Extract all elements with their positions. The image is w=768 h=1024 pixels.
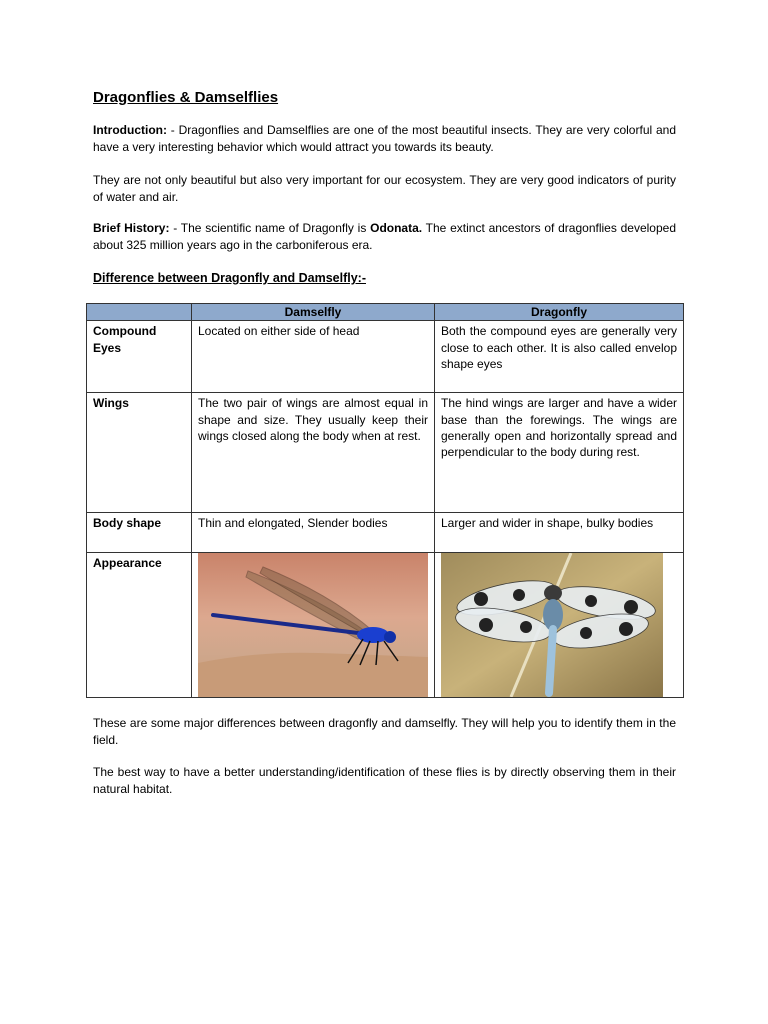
dragonfly-wings: The hind wings are larger and have a wider base than the forewings. The wings are generally open and horizontally spread and perpendicular to the body during rest. (435, 393, 684, 513)
intro-paragraph (93, 122, 676, 155)
history-text-2: The extinct ancestors of dragonflies developed about 325 million years ago in the carboniferous era. (93, 221, 676, 252)
header-empty (87, 304, 192, 321)
header-dragonfly: Dragonfly (435, 304, 684, 321)
row-label-eyes: Compound Eyes (87, 321, 192, 393)
history-bold: Odonata. (370, 221, 423, 235)
table-row (87, 513, 684, 553)
importance-paragraph: They are not only beautiful but also very important for our ecosystem. They are very good indicators of purity of water and air. (93, 173, 676, 204)
dragonfly-photo-cell (435, 553, 684, 698)
damselfly-eyes: Located on either side of head (192, 321, 435, 393)
document-title: Dragonflies & Damselflies (93, 89, 279, 106)
intro-text: - Dragonflies and Damselflies are one of the most beautiful insects. They are very colorful and have a very interesting behavior which would attract you towards its beauty. (93, 123, 676, 154)
damselfly-wings: The two pair of wings are almost equal in shape and size. They usually keep their wings closed along the body when at rest. (192, 393, 435, 513)
closing-paragraph-2: The best way to have a better understanding/identification of these flies is by directly observing them in their natural habitat. (93, 765, 676, 796)
row-label-appearance: Appearance (87, 553, 192, 698)
damselfly-photo (198, 553, 434, 697)
table-row (87, 321, 684, 393)
header-damselfly: Damselfly (192, 304, 435, 321)
difference-heading: Difference between Dragonfly and Damselfly:- (93, 271, 366, 285)
table-row (87, 393, 684, 513)
history-label: Brief History: (93, 221, 170, 235)
damselfly-body: Thin and elongated, Slender bodies (192, 513, 435, 553)
dragonfly-eyes: Both the compound eyes are generally very close to each other. It is also called envelop shape eyes (435, 321, 684, 393)
damselfly-photo-cell (192, 553, 435, 698)
history-paragraph (93, 220, 676, 253)
closing-paragraph-1: These are some major differences between dragonfly and damselfly. They will help you to identify them in the field. (93, 716, 676, 747)
row-label-body: Body shape (87, 513, 192, 553)
comparison-table (86, 303, 684, 698)
history-text-1: - The scientific name of Dragonfly is (169, 221, 371, 235)
row-label-wings: Wings (87, 393, 192, 513)
table-header-row (87, 304, 684, 321)
table-row (87, 553, 684, 698)
intro-label: Introduction: (93, 123, 167, 137)
dragonfly-photo (441, 553, 683, 697)
dragonfly-body: Larger and wider in shape, bulky bodies (435, 513, 684, 553)
